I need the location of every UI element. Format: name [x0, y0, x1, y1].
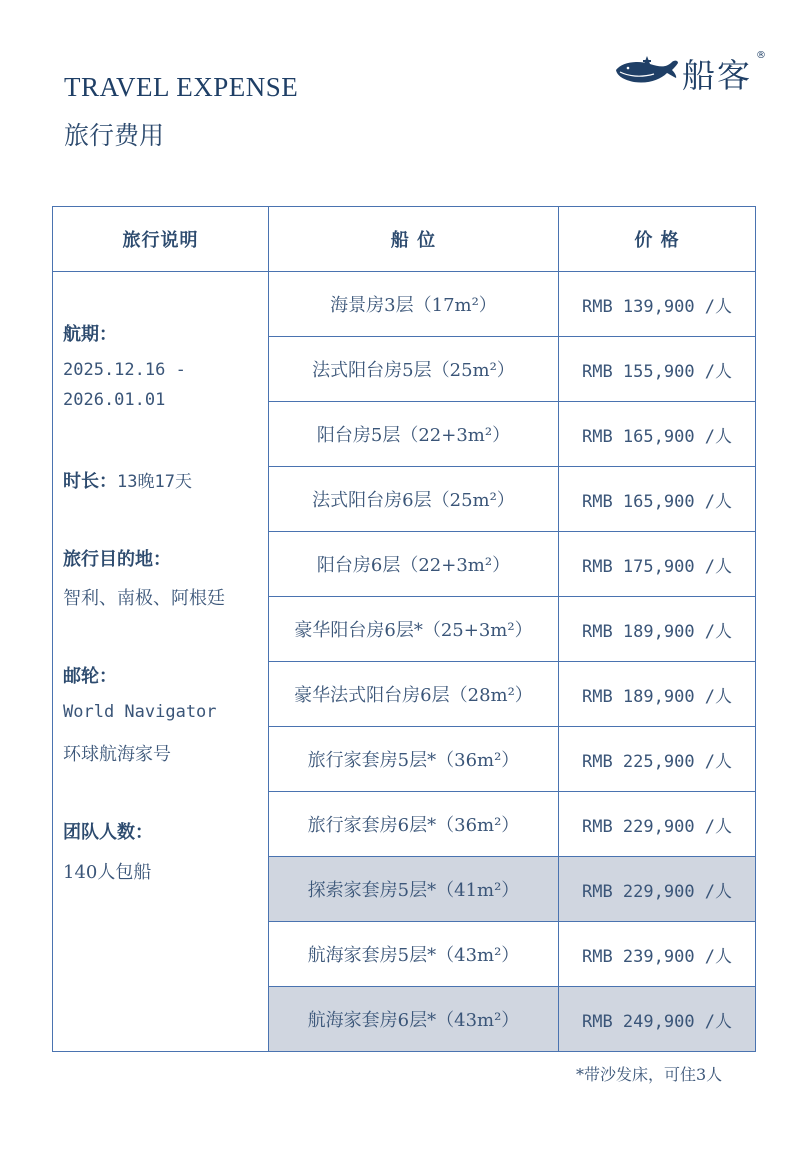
duration-label: 时长：: [63, 471, 117, 492]
cabin-price: RMB 229,900 /人: [559, 857, 756, 922]
destination-label: 旅行目的地：: [63, 549, 171, 570]
header-travel-info: 旅行说明: [53, 207, 269, 272]
footnote: *带沙发床，可住3人: [576, 1065, 723, 1084]
cabin-price: RMB 139,900 /人: [559, 272, 756, 337]
header-cabin: 船 位: [269, 207, 559, 272]
page-title-en: TRAVEL EXPENSE: [64, 72, 299, 102]
travel-expense-table: [52, 206, 756, 1052]
cabin-price: RMB 225,900 /人: [559, 727, 756, 792]
cabin-type: 豪华阳台房6层*（25+3m²）: [269, 597, 559, 662]
duration-value: 13晚17天: [117, 472, 192, 492]
cabin-type: 豪华法式阳台房6层（28m²）: [269, 662, 559, 727]
cabin-type: 航海家套房6层*（43m²）: [269, 987, 559, 1052]
cabin-price: RMB 239,900 /人: [559, 922, 756, 987]
cabin-type: 阳台房5层（22+3m²）: [269, 402, 559, 467]
ship-label: 邮轮：: [63, 666, 117, 687]
cabin-type: 法式阳台房6层（25m²）: [269, 467, 559, 532]
table-header-row: [53, 207, 756, 272]
duration: [63, 467, 192, 493]
group-size-label: 团队人数：: [63, 822, 153, 843]
cabin-type: 海景房3层（17m²）: [269, 272, 559, 337]
table-row: [53, 272, 756, 337]
cabin-price: RMB 165,900 /人: [559, 467, 756, 532]
ship-name-en: World Navigator: [63, 702, 217, 722]
voyage-label: 航期：: [63, 324, 117, 345]
voyage-date-start: 2025.12.16 -: [63, 360, 186, 380]
cabin-type: 法式阳台房5层（25m²）: [269, 337, 559, 402]
group-size-value: 140人包船: [63, 862, 152, 883]
cabin-type: 旅行家套房6层*（36m²）: [269, 792, 559, 857]
cabin-price: RMB 189,900 /人: [559, 597, 756, 662]
page-title-cn: 旅行费用: [64, 121, 165, 150]
whale-icon: [614, 54, 680, 88]
cabin-price: RMB 249,900 /人: [559, 987, 756, 1052]
cabin-type: 探索家套房5层*（41m²）: [269, 857, 559, 922]
cabin-type: 阳台房6层（22+3m²）: [269, 532, 559, 597]
registered-mark: ®: [756, 50, 766, 61]
brand-name: 船客: [682, 56, 752, 95]
travel-info-cell: [53, 272, 269, 1052]
header-price: 价 格: [559, 207, 756, 272]
cabin-type: 航海家套房5层*（43m²）: [269, 922, 559, 987]
cabin-price: RMB 155,900 /人: [559, 337, 756, 402]
cabin-price: RMB 189,900 /人: [559, 662, 756, 727]
cabin-type: 旅行家套房5层*（36m²）: [269, 727, 559, 792]
cabin-price: RMB 175,900 /人: [559, 532, 756, 597]
cabin-price: RMB 165,900 /人: [559, 402, 756, 467]
voyage-date-end: 2026.01.01: [63, 390, 166, 410]
ship-name-cn: 环球航海家号: [63, 744, 171, 765]
destination-value: 智利、南极、阿根廷: [63, 588, 225, 609]
cabin-price: RMB 229,900 /人: [559, 792, 756, 857]
brand-logo: [614, 50, 774, 94]
